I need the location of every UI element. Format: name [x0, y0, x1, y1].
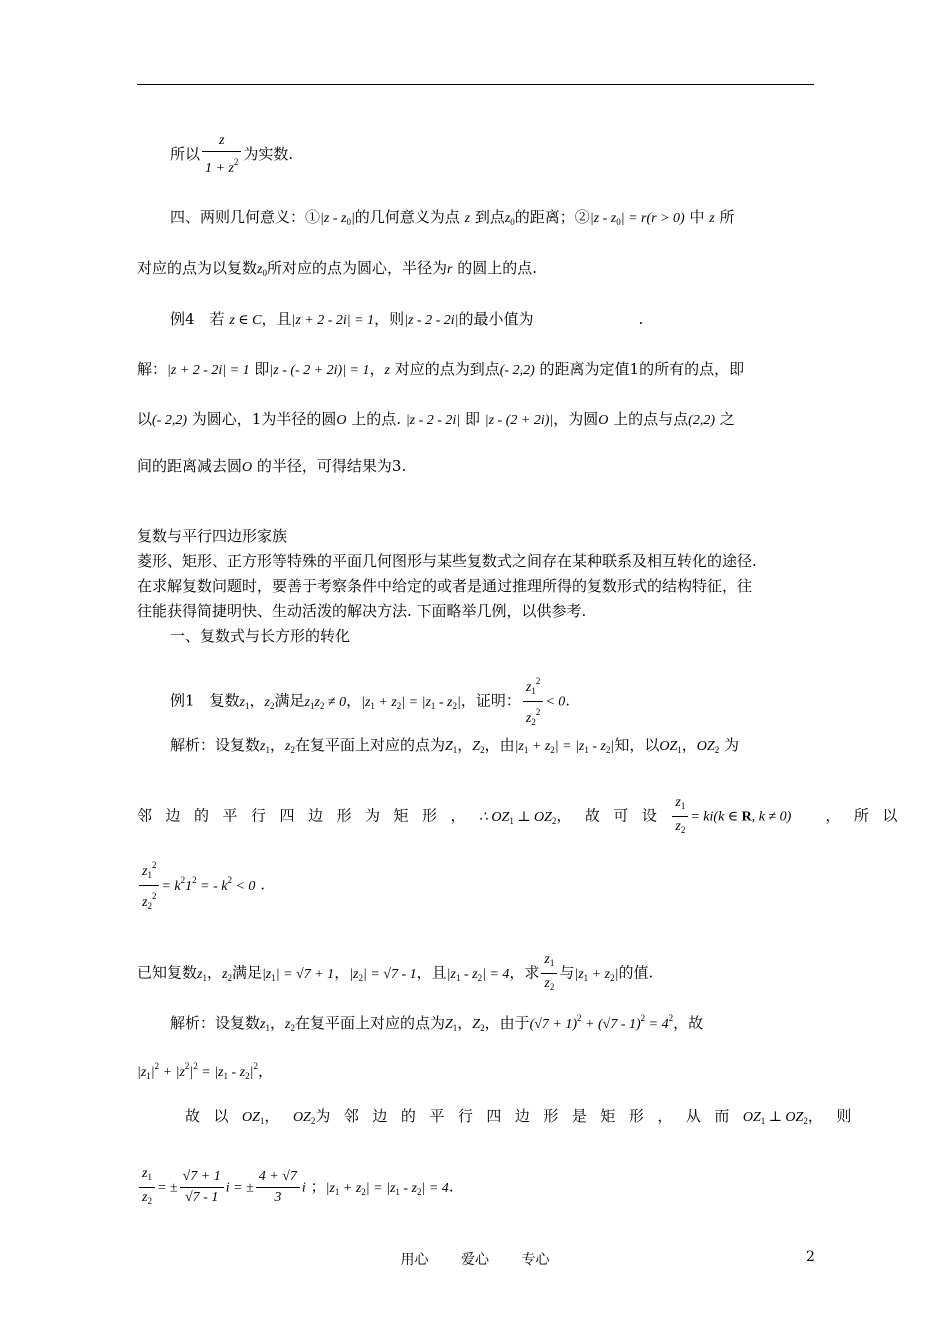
formula: $\frac{4 + √7}{3}$: [256, 1168, 300, 1207]
subsection-heading: 一、复数式与长方形的转化: [170, 627, 351, 645]
formula: $\frac{z_1}{z_2}$: [672, 794, 688, 839]
text-line: 例4 若 z ∈ C，且|z + 2 - 2i| = 1，则|z - 2 - 2i|的最小值为 .: [170, 310, 644, 328]
text-line: $|z_1|^2 + |z^2|^2 = |z_1 - z_2|^2$，: [137, 1061, 274, 1081]
formula: $\frac{z}{1 + z^2}$: [202, 132, 241, 178]
header-rule: [137, 84, 814, 85]
paragraph-line: 往能获得简捷明快、生动活泼的解决方法. 下面略举几例，以供参考.: [137, 602, 587, 620]
text-line: 所以 $\frac{z}{1 + z^2}$ 为实数.: [170, 133, 294, 176]
text-line: 邻边的平行四边形为矩形，∴ $OZ_1$ ⊥ $OZ_2$，故可设 $\frac{z_1}{z_2}$ = ki(k ∈ R, k ≠ 0) ，所以: [137, 794, 911, 839]
formula: $\frac{z_1^2}{z_2^2}$: [139, 856, 159, 915]
text-line: 已知复数$z_1$，$z_2$满足$|z_1| = √7 + 1$，$|z_2| = √7 - 1$，且$|z_1 - z_2| = 4$，求 $\frac{z_1}{z_2}$ 与$|z_1 + z_2|$的值.: [137, 951, 653, 996]
formula: $\frac{z_1}{z_2}$: [541, 951, 557, 996]
footer-item: 用心: [400, 1252, 429, 1268]
page-number: 2: [806, 1249, 815, 1265]
text-line: 故以$OZ_1$，$OZ_2$为邻边的平行四边形是矩形，从而$OZ_1$ ⊥ $OZ_2$，则: [185, 1107, 865, 1126]
text-line: $\frac{z_1^2}{z_2^2}$ = $k^21^2$ = - $k^2 < 0$ .: [137, 856, 265, 915]
text-line: 以(- 2,2) 为圆心，1为半径的圆O 上的点. |z - 2 - 2i| 即 |z - (2 + 2i)|，为圆O 上的点与点(2,2) 之: [137, 410, 735, 428]
formula: $\frac{√7 + 1}{√7 - 1}$: [180, 1168, 224, 1207]
formula: $\frac{z_1^2}{z_2^2}$: [523, 672, 543, 731]
formula: $\frac{z_1}{z_2}$: [139, 1165, 155, 1210]
footer-item: 专心: [521, 1252, 550, 1268]
text-line: 四、两则几何意义：①|z - $z_0|$的几何意义为点 z 到点$z_0$的距离；②|z - $z_0| = r(r > 0)$ 中 z 所: [170, 208, 735, 227]
footer-item: 爱心: [461, 1252, 489, 1268]
text-line: $\frac{z_1}{z_2}$ = ± $\frac{√7 + 1}{√7 - 1}$ i = ± $\frac{4 + √7}{3}$ i ；$|z_1 + z_2| = |z_1 - z_2| = 4$.: [137, 1165, 454, 1210]
text-line: 对应的点为以复数$z_0$所对应的点为圆心，半径为r 的圆上的点.: [137, 259, 537, 278]
text-line: 间的距离减去圆O 的半径，可得结果为3.: [137, 457, 407, 475]
text-line: 解：|z + 2 - 2i| = 1 即|z - (- 2 + 2i)| = 1，z 对应的点为到点(- 2,2) 的距离为定值1的所有的点，即: [137, 360, 745, 378]
section-heading: 复数与平行四边形家族: [137, 527, 288, 545]
paragraph-line: 菱形、矩形、正方形等特殊的平面几何图形与某些复数式之间存在某种联系及相互转化的途径.: [137, 552, 757, 570]
paragraph-line: 在求解复数问题时，要善于考察条件中给定的或者是通过推理所得的复数形式的结构特征，往: [137, 577, 753, 595]
text-line: 解析：设复数$z_1$，$z_2$在复平面上对应的点为$Z_1$，$Z_2$，由于$(√7 + 1)^2 + (√7 - 1)^2 = 4^2$，故: [170, 1013, 704, 1033]
text-line: 解析：设复数$z_1$，$z_2$在复平面上对应的点为$Z_1$，$Z_2$，由$|z_1 + z_2| = |z_1 - z_2|$知，以$OZ_1$，$OZ_2$ 为: [170, 736, 739, 755]
text-line: 例1 复数$z_1$，$z_2$满足$z_1z_2 \ne 0$，$|z_1 + z_2| = |z_1 - z_2|$，证明： $\frac{z_1^2}{z_2^2}$ < 0.: [170, 672, 570, 731]
